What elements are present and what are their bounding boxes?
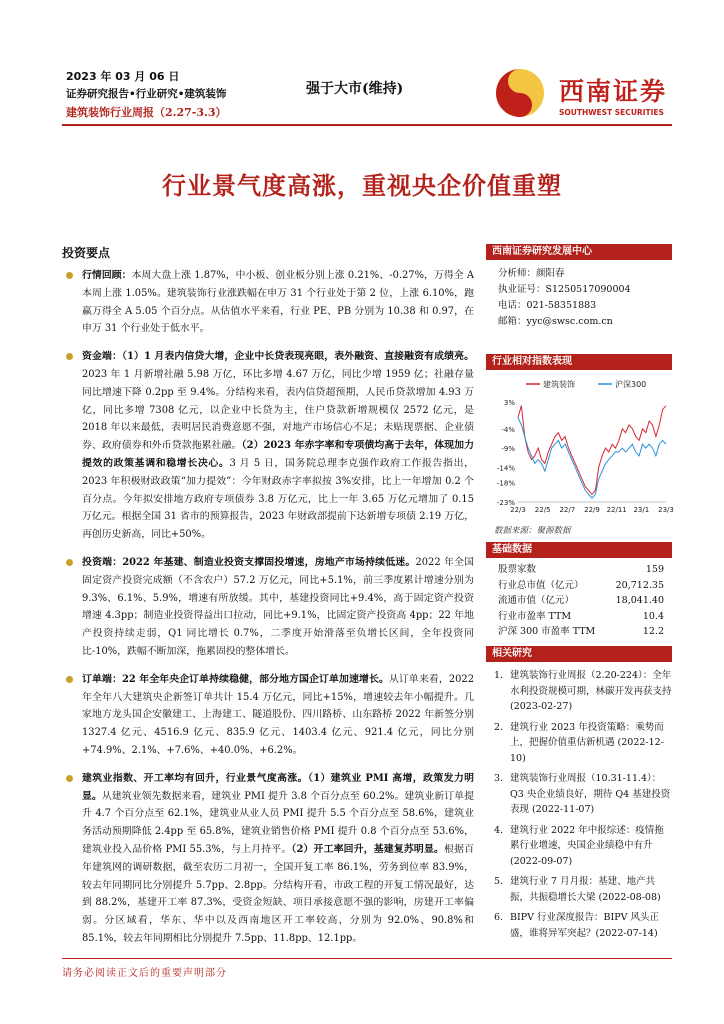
- relative-index-chart: [486, 370, 672, 520]
- related-item[interactable]: [494, 720, 672, 767]
- y-tick-label: -18%: [496, 479, 515, 488]
- basic-data-value: 159: [645, 564, 664, 575]
- related-item-text: 建筑行业 2022 年中报综述：疫情拖累行业增速，央国企业绩稳中有升 (2022-09-07): [510, 824, 664, 867]
- x-tick-label: 22/11: [606, 506, 627, 514]
- paragraph-investment: [62, 554, 474, 661]
- basic-title-bar: 基础数据: [486, 542, 672, 558]
- basic-data-row: [486, 578, 672, 594]
- x-tick-label: 22/3: [510, 506, 526, 514]
- related-item-number: 4.: [494, 824, 504, 836]
- analyst-email[interactable]: 邮箱：yyc@swsc.com.cn: [498, 316, 613, 327]
- paragraph-text: 从订单来看，2022 年全年八大建筑央企新签订单共计 15.4 万亿元，同比+15%，增速较去年小幅提升。几家地方龙头国企安徽建工、上海建工、隧道股份、四川路桥、山东路桥 2022 年新签分别 1327.4 亿元、4516.9 亿元、835.9 亿元、1403.4 亿元、921.4 亿元，同比分别+74.9%、2.1%、+7.6%、+40.0%、+6.2%。: [82, 673, 474, 756]
- bullet-icon: [66, 559, 73, 566]
- analyst-box: [486, 244, 672, 330]
- basic-data-row: [486, 624, 672, 640]
- institute-bar: 西南证券研究发展中心: [486, 244, 672, 260]
- related-item[interactable]: [494, 910, 672, 941]
- x-tick-label: 22/5: [534, 506, 551, 514]
- section-title: 投资要点: [62, 246, 111, 260]
- analyst-phone: 电话：021-58351883: [498, 300, 597, 311]
- basic-data-row: [486, 593, 672, 609]
- paragraph-lead: 行情回顾：: [82, 270, 132, 281]
- bullet-icon: [66, 676, 73, 683]
- basic-data-value: 18,041.40: [615, 595, 664, 606]
- footer-rule: [62, 958, 672, 959]
- paragraph-orders: [62, 671, 474, 760]
- logo-text-en: SOUTHWEST SECURITIES: [559, 108, 664, 117]
- related-item[interactable]: [494, 771, 672, 818]
- y-tick-label: -9%: [501, 445, 515, 454]
- related-item-number: 2.: [494, 721, 504, 733]
- paragraph-text: 2023 年 1 月新增社融 5.98 万亿，环比多增 4.67 万亿，同比少增 1959 亿；社融存量同比增速下降 0.2pp 至 9.4%。分结构来看，表内信贷超预期，人民币贷款增加 4.93 万亿，同比多增 7308 亿元，以企业中长贷为主，住户贷款新增规模仅 2572 亿元，是 2018 年以来最低，表明居民消费意愿不强，对地产市场信心不足；未贴现票据、企业债券、政府债券和外币贷款拖累社融。: [82, 368, 474, 452]
- related-box: [486, 646, 672, 946]
- related-item-text: 建筑行业 2023 年投资策略：乘势而上，把握价值重估新机遇 (2022-12-10): [510, 721, 664, 764]
- y-tick-label: -23%: [496, 499, 515, 507]
- related-item-number: 6.: [494, 912, 504, 923]
- paragraph-lead-2: （2）开工率回升，基建复苏明显。: [291, 843, 445, 855]
- legend-label: 沪深300: [615, 380, 647, 389]
- logo-text-cn: 西南证券: [559, 77, 668, 106]
- basic-data-value: 10.4: [642, 610, 664, 622]
- related-item-text: BIPV 行业深度报告：BIPV 风头正盛，谁将异军突起？(2022-07-14): [510, 912, 660, 939]
- basic-data-label: 流通市值（亿元）: [498, 595, 575, 606]
- basic-data-row: [486, 609, 672, 625]
- related-item[interactable]: [494, 874, 672, 905]
- related-list: [486, 662, 672, 941]
- investment-points: [62, 244, 474, 958]
- basic-data-label: 沪深 300 市盈率 TTM: [498, 626, 596, 637]
- related-title-bar: 相关研究: [486, 646, 672, 662]
- analyst-name: 分析师：颜阳春: [498, 268, 565, 279]
- company-logo: [493, 66, 673, 120]
- footer-disclaimer[interactable]: 请务必阅读正文后的重要声明部分: [62, 968, 227, 979]
- x-tick-label: 22/7: [559, 506, 576, 514]
- related-item-number: 3.: [494, 773, 504, 784]
- paragraph-text: 2022 年全国固定资产投资完成额（不含农户）57.2 万亿元，同比+5.1%，前三季度累计增速分别为 9.3%、6.1%、5.9%，增速有所放缓。其中，基建投资同比+9.4%，高于固定资产投资增速 4.3pp；制造业投资得益出口拉动，同比+9.1%，比固定资产投资高 4pp；22 年地产投资持续走弱，Q1 同比增长 0.7%，二季度开始滑落至负增长区间，全年投资同比-10%，跌幅不断加深，拖累固投的整体增长。: [82, 556, 474, 657]
- related-item-text: 建筑行业 7 月月报：基建、地产共振，共振稳增长大梁 (2022-08-08): [510, 876, 661, 903]
- series-line-construction: [518, 406, 666, 495]
- bullet-icon: [66, 353, 73, 360]
- x-tick-label: 23/3: [658, 506, 674, 514]
- chart-source: 数据来源：聚源数据: [494, 526, 571, 536]
- paragraph-lead-2: （2）2023 年赤字率和专项债均高于去年，体现加力提效的政策基调和稳增长决心。: [82, 440, 474, 469]
- related-item-number: 5.: [494, 876, 504, 887]
- paragraph-text: 本周大盘上涨 1.87%，中小板、创业板分别上涨 0.21%、-0.27%，万得全 A 本周上涨 1.05%。建筑装饰行业涨跌幅在申万 31 个行业处于第 2 位，上涨 6.10%，跑赢万得全 A 5.05 个百分点。从估值水平来看，行业 PE、PB 分别为 10.38 和 0.97，在申万 31 个行业处于低水平。: [82, 270, 474, 335]
- related-item-number: 1.: [494, 670, 504, 681]
- series-line-csi300: [518, 417, 666, 498]
- x-tick-label: 22/9: [584, 506, 600, 514]
- bullet-icon: [66, 272, 73, 279]
- basic-data-value: 20,712.35: [615, 579, 664, 591]
- basic-data-list: [486, 558, 672, 640]
- x-tick-label: 23/1: [633, 506, 650, 514]
- paragraph-pmi: [62, 770, 474, 948]
- bullet-icon: [66, 775, 73, 782]
- basic-data-row: [486, 562, 672, 578]
- paragraph-market-review: [62, 267, 474, 338]
- rating: 强于大市(维持): [306, 81, 404, 97]
- related-item[interactable]: [494, 823, 672, 870]
- paragraph-text: 从建筑业领先数据来看，建筑业 PMI 提升 3.8 个百分点至 60.2%。建筑业新订单提升 4.7 个百分点至 62.1%，建筑业从业人员 PMI 提升 5.5 个百分点至 58.6%，建筑业务活动预期降低 2.4pp 至 65.8%，建筑业销售价格 PMI 提升 0.8 个百分点至 53.6%，建筑业投入品价格 PMI 55.3%，与上月持平。: [82, 790, 474, 855]
- paragraph-lead: 订单端：22 年全年央企订单持续稳健，部分地方国企订单加速增长。: [82, 673, 389, 685]
- paragraph-text-2: 根据百年建筑网的调研数据，截至农历二月初一，全国开复工率 86.1%，劳务到位率 83.9%，较去年同期同比分别提升 5.7pp、2.8pp。分结构开看，市政工程的开复工情况最好，达到 88.2%，基建开工率 87.3%，受资金短缺、项目承接意愿不强的影响，房建开工率偏弱。分区域看，华东、华中以及西南地区开工率较高，分别为 92.0%、90.8%和 85.1%，较去年同期相比分别提升 7.5pp、11.8pp、12.1pp。: [82, 843, 474, 944]
- y-tick-label: -14%: [496, 464, 515, 473]
- legend-label: 建筑装饰: [543, 380, 575, 389]
- report-type: 证券研究报告•行业研究•建筑装饰: [66, 88, 227, 100]
- chart-box: [486, 354, 672, 536]
- header-rule: [62, 124, 672, 126]
- weekly-title: 建筑装饰行业周报（2.27-3.3）: [66, 106, 227, 119]
- y-tick-label: 3%: [503, 398, 515, 407]
- basic-data-value: 12.2: [642, 626, 664, 637]
- basic-data-label: 行业总市值（亿元）: [498, 579, 584, 591]
- related-item[interactable]: [494, 668, 672, 715]
- report-title: 行业景气度高涨，重视央企价值重塑: [162, 171, 562, 200]
- analyst-license: 执业证号：S1250517090004: [498, 284, 631, 295]
- report-date: 2023 年 03 月 06 日: [66, 70, 180, 83]
- basic-data-label: 行业市盈率 TTM: [498, 610, 572, 622]
- paragraph-text-2: 3 月 5 日，国务院总理李克强作政府工作报告指出，2023 年积极财政政策“加力提效”：今年财政赤字率拟按 3%安排，比上一年增加 0.2 个百分点。今年拟安排地方政府专项债券 3.8 万亿元，比上一年 3.65 万亿元增加了 0.15 万亿元。根据全国 31 省市的预算报告，2023 年财政部提前下达新增专项债 2.19 万亿，再创历史新高，同比+50%。: [82, 457, 474, 541]
- chart-title-bar: 行业相对指数表现: [486, 354, 672, 370]
- related-item-text: 建筑装饰行业周报（2.20-224）：全年水利投资规模可期，林碳开发再获支持 (2023-02-27): [510, 670, 672, 712]
- y-tick-label: -4%: [501, 425, 515, 434]
- basic-data-box: [486, 542, 672, 640]
- logo-icon: [493, 66, 553, 120]
- paragraph-funding: [62, 348, 474, 544]
- paragraph-lead: 建筑业指数、开工率均有回升，行业景气度高涨。（1）建筑业 PMI 高增，政策发力明显。: [82, 772, 474, 802]
- basic-data-label: 股票家数: [498, 564, 537, 575]
- related-item-text: 建筑装饰行业周报（10.31-11.4）：Q3 央企业绩良好，期待 Q4 基建投资表现 (2022-11-07): [510, 773, 671, 815]
- paragraph-lead: 资金端：（1）1 月表内信贷大增，企业中长贷表现亮眼，表外融资、直接融资有成绩亮。: [82, 351, 474, 363]
- paragraph-lead: 投资端：2022 年基建、制造业投资支撑固投增速，房地产市场持续低迷。: [82, 556, 416, 568]
